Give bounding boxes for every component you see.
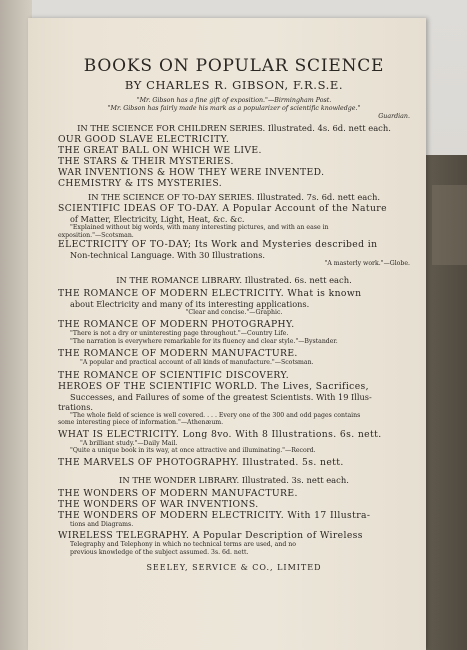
book-title: THE GREAT BALL ON WHICH WE LIVE. xyxy=(58,145,262,156)
book-description: about Electricity and many of its interesting applications. xyxy=(70,298,310,309)
book-description: trations. xyxy=(58,401,94,412)
book-review: "The narration is everywhere remarkable for its fluency and clear style."—Bystander. xyxy=(70,337,338,345)
book-review: "A brilliant study."—Daily Mail. xyxy=(80,439,178,447)
book-title: THE WONDERS OF MODERN ELECTRICITY. With 17 Illustra- xyxy=(58,509,371,521)
series-heading-wonder: IN THE WONDER LIBRARY. Illustrated. 3s. nett each. xyxy=(119,474,349,485)
book-review: "A popular and practical account of all kinds of manufacture."—Scotsman. xyxy=(80,359,314,366)
book-description: previous knowledge of the subject assumed. 3s. 6d. nett. xyxy=(70,548,249,556)
quote-guardian-source: Guardian. xyxy=(378,113,410,120)
book-title: WHAT IS ELECTRICITY. Long 8vo. With 8 Illustrations. 6s. nett. xyxy=(58,428,382,440)
page-title: BOOKS ON POPULAR SCIENCE xyxy=(83,56,385,76)
book-title: THE ROMANCE OF SCIENTIFIC DISCOVERY. xyxy=(58,369,290,381)
book-page xyxy=(28,18,426,650)
book-title: ELECTRICITY OF TO-DAY; Its Work and Mysteries described in xyxy=(58,239,378,250)
book-review: some interesting piece of information."—Athenæum. xyxy=(58,419,224,426)
book-title: THE WONDERS OF WAR INVENTIONS. xyxy=(58,498,259,510)
book-title: THE STARS & THEIR MYSTERIES. xyxy=(58,156,234,167)
book-description: Non-technical Language. With 30 Illustrations. xyxy=(70,250,266,260)
book-description: tions and Diagrams. xyxy=(70,520,134,528)
book-description: Successes, and Failures of some of the greatest Scientists. With 19 Illus- xyxy=(70,391,372,402)
book-title: WIRELESS TELEGRAPHY. A Popular Description of Wireless xyxy=(58,530,363,541)
book-review: "Quite a unique book in its way, at once attractive and illuminating."—Record. xyxy=(70,447,316,454)
series-heading-romance: IN THE ROMANCE LIBRARY. Illustrated. 6s. nett each. xyxy=(116,274,352,285)
book-review: "Clear and concise."—Graphic. xyxy=(185,308,283,316)
book-review: "The whole field of science is well covered. . . . Every one of the 300 and odd pages contains xyxy=(70,411,361,419)
book-description: of Matter, Electricity, Light, Heat, &c. &c. xyxy=(70,214,245,224)
page-content xyxy=(58,56,410,572)
book-review: exposition."—Scotsman. xyxy=(58,231,134,239)
author-byline: BY CHARLES R. GIBSON, F.R.S.E. xyxy=(124,78,344,92)
book-description: Telegraphy and Telephony in which no technical terms are used, and no xyxy=(70,541,296,548)
book-title: CHEMISTRY & ITS MYSTERIES. xyxy=(58,178,223,189)
book-title: THE ROMANCE OF MODERN PHOTOGRAPHY. xyxy=(58,319,295,330)
book-title: THE ROMANCE OF MODERN ELECTRICITY. What is known xyxy=(58,287,362,299)
book-title: OUR GOOD SLAVE ELECTRICITY. xyxy=(58,134,230,145)
publisher-imprint: SEELEY, SERVICE & CO., LIMITED xyxy=(146,563,322,572)
book-review: "Explained without big words, with many interesting pictures, and with an ease in xyxy=(70,224,329,231)
book-cover-label xyxy=(432,185,467,265)
book-review: "There is not a dry or uninteresting page throughout."—Country Life. xyxy=(70,330,289,337)
quote-guardian: "Mr. Gibson has fairly made his mark as a popularizer of scientific knowledge." xyxy=(107,105,361,112)
series-heading-children: IN THE SCIENCE FOR CHILDREN SERIES. Illustrated. 4s. 6d. nett each. xyxy=(77,123,391,133)
book-title: SCIENTIFIC IDEAS OF TO-DAY. A Popular Account of the Nature xyxy=(58,203,387,214)
book-review: "A masterly work."—Globe. xyxy=(324,260,410,267)
book-title: THE ROMANCE OF MODERN MANUFACTURE. xyxy=(58,348,298,359)
book-title: THE MARVELS OF PHOTOGRAPHY. Illustrated. 5s. nett. xyxy=(58,456,344,468)
book-title: HEROES OF THE SCIENTIFIC WORLD. The Lives, Sacrifices, xyxy=(58,380,369,392)
book-title: WAR INVENTIONS & HOW THEY WERE INVENTED. xyxy=(58,167,325,178)
series-heading-today: IN THE SCIENCE OF TO-DAY SERIES. Illustrated. 7s. 6d. nett each. xyxy=(87,192,381,202)
quote-birmingham-post: "Mr. Gibson has a fine gift of exposition."—Birmingham Post. xyxy=(136,97,332,104)
book-title: THE WONDERS OF MODERN MANUFACTURE. xyxy=(58,487,298,499)
